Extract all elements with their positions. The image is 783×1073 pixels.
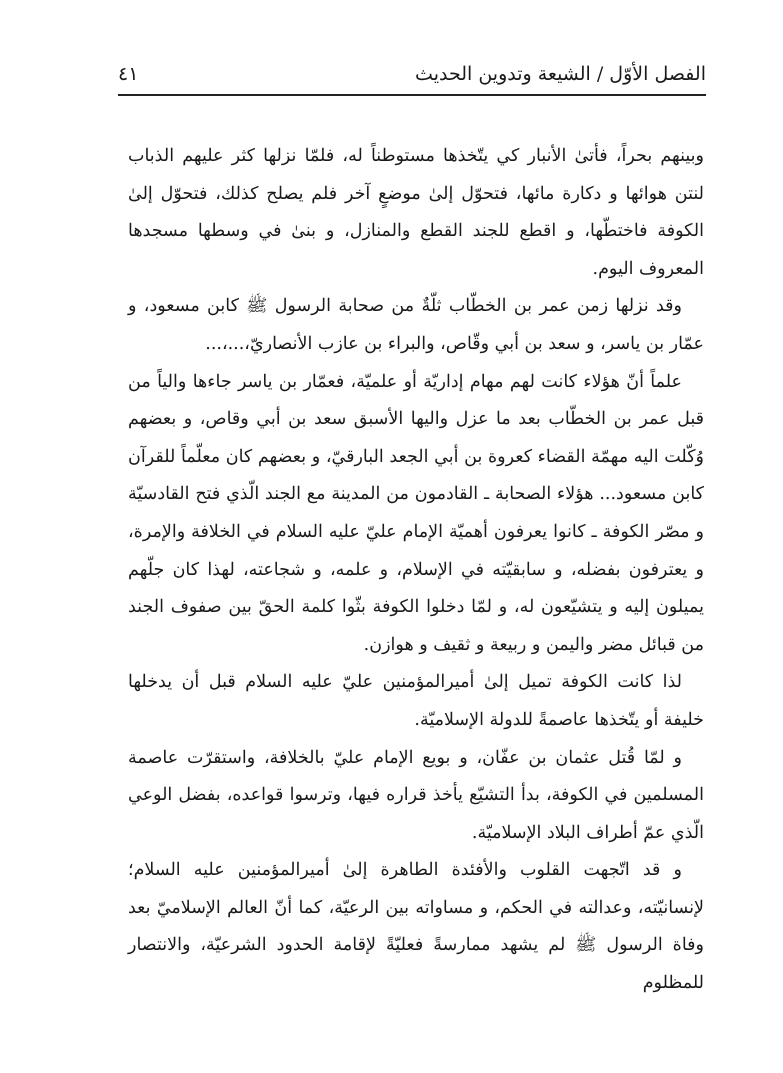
page-number: ٤١ <box>118 63 139 85</box>
paragraph: وبينهم بحراً، فأتىٰ الأنبار كي يتّخذها مستوطناً له، فلمّا نزلها كثر عليهم الذباب لنتن هوائها و دكارة مائها، فتحوّل إلىٰ موضعٍ آخر فلم يصلح كذلك، فتحوّل إلىٰ الكوفة فاختطّها، و اقطع للجند القطع والمنازل، و بنىٰ في وسطها مسجدها المعروف اليوم. <box>128 146 704 279</box>
paragraph: وقد نزلها زمن عمر بن الخطّاب ثلّةٌ من صحابة الرسول ﷺ كابن مسعود، و عمّار بن ياسر، و سعد بن أبي وقّاص، والبراء بن عازب الأنصاريّ،...،... <box>128 296 704 354</box>
paragraph: علماً أنّ هؤلاء كانت لهم مهام إداريّة أو علميّة، فعمّار بن ياسر جاءها والياً من قبل عمر بن الخطّاب بعد ما عزل واليها الأسبق سعد بن أبي وقاص، و بعضهم وُكّلت اليه مهمّة القضاء كعروة بن أبي الجعد البارقيّ، و بعضهم كان معلّماً للقرآن كابن مسعود... هؤلاء الصحابة ـ القادمون من المدينة مع الجند الّذي فتح القادسيّة و مصّر الكوفة ـ كانوا يعرفون أهميّة الإمام عليّ عليه السلام في الخلافة والإمرة، و يعترفون بفضله، و سابقيّته في الإسلام، و علمه، و شجاعته، لهذا كان جلّهم يميلون إليه و يتشيّعون له، و لمّا دخلوا الكوفة بثّوا كلمة الحقّ بين صفوف الجند من قبائل مضر واليمن و ربيعة و ثقيف و هوازن. <box>128 371 704 655</box>
body-text <box>128 138 704 1003</box>
paragraph: و قد اتّجهت القلوب والأفئدة الطاهرة إلىٰ أميرالمؤمنين عليه السلام؛ لإنسانيّته، وعدالته في الحكم، و مساواته بين الرعيّة، كما أنّ العالم الإسلاميّ بعد وفاة الرسول ﷺ لم يشهد ممارسةً فعليّةً لإقامة الحدود الشرعيّة، والانتصار للمظلوم <box>128 860 704 994</box>
paragraph: لذا كانت الكوفة تميل إلىٰ أميرالمؤمنين عليّ عليه السلام قبل أن يدخلها خليفة أو يتّخذها عاصمةً للدولة الإسلاميّة. <box>128 672 704 730</box>
header-rule <box>118 94 706 96</box>
paragraph: و لمّا قُتل عثمان بن عفّان، و بويع الإمام عليّ بالخلافة، واستقرّت عاصمة المسلمين في الكوفة، بدأ التشيّع يأخذ قراره فيها، وترسوا قواعده، بفضل الوعي الّذي عمّ أطراف البلاد الإسلاميّة. <box>128 747 704 843</box>
chapter-title: الفصل الأوّل / الشيعة وتدوين الحديث <box>415 63 706 85</box>
running-head <box>118 58 706 90</box>
